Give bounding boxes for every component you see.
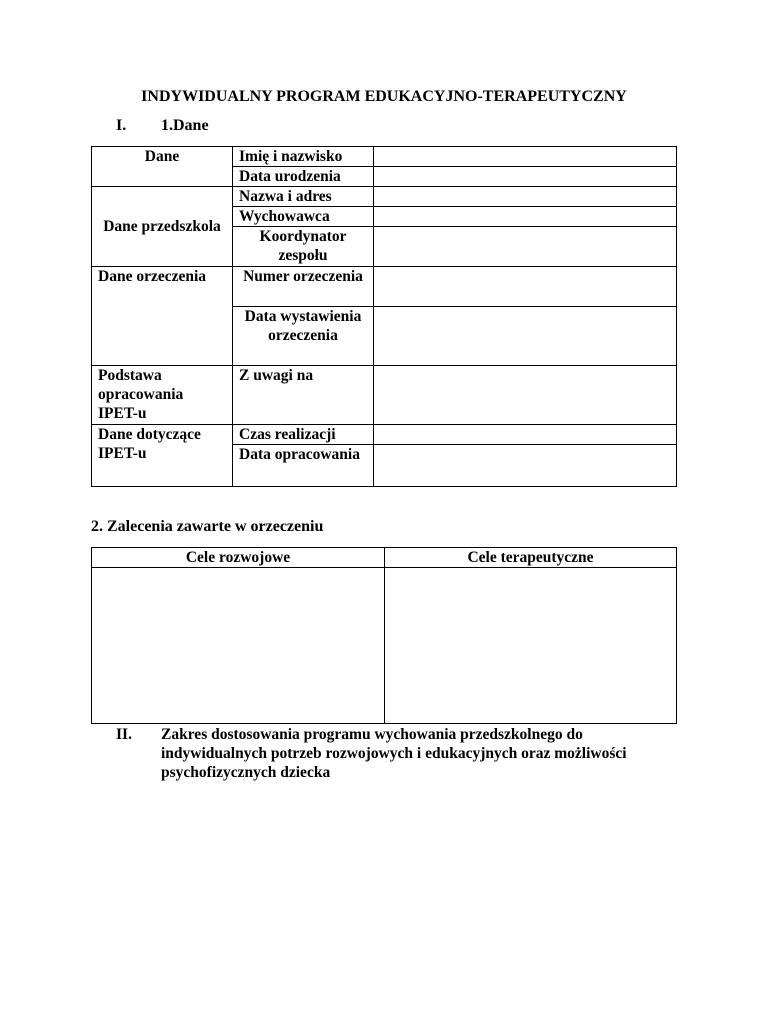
value-nazwa-adres[interactable] bbox=[374, 187, 677, 207]
group-podstawa: Podstawa opracowania IPET-u bbox=[92, 366, 233, 425]
recommendations-table bbox=[91, 547, 677, 724]
cell-cele-terapeutyczne[interactable] bbox=[385, 568, 677, 724]
value-koordynator[interactable] bbox=[374, 227, 677, 267]
section-3-text: Zakres dostosowania programu wychowania przedszkolnego do indywidualnych potrzeb rozwojowych i edukacyjnych oraz możliwości psychofizycznych dziecka bbox=[161, 726, 627, 781]
document-title: INDYWIDUALNY PROGRAM EDUKACYJNO-TERAPEUTYCZNY bbox=[141, 88, 627, 105]
group-dane-orzeczenia: Dane orzeczenia bbox=[92, 267, 233, 366]
section-2-heading: 2. Zalecenia zawarte w orzeczeniu bbox=[91, 518, 324, 535]
field-nazwa-adres: Nazwa i adres bbox=[233, 187, 374, 207]
data-table bbox=[91, 146, 677, 487]
field-czas-realizacji: Czas realizacji bbox=[233, 425, 374, 445]
field-wychowawca: Wychowawca bbox=[233, 207, 374, 227]
value-numer-orzeczenia[interactable] bbox=[374, 267, 677, 307]
group-dane: Dane bbox=[92, 147, 233, 187]
value-data-opracowania[interactable] bbox=[374, 445, 677, 487]
field-imie-nazwisko: Imię i nazwisko bbox=[233, 147, 374, 167]
value-data-wystawienia[interactable] bbox=[374, 307, 677, 366]
field-data-urodzenia: Data urodzenia bbox=[233, 167, 374, 187]
header-cele-rozwojowe: Cele rozwojowe bbox=[92, 548, 385, 568]
header-cele-terapeutyczne: Cele terapeutyczne bbox=[385, 548, 677, 568]
section-1-title: 1.Dane bbox=[161, 117, 209, 134]
group-dane-dotyczace: Dane dotyczące IPET-u bbox=[92, 425, 233, 487]
value-data-urodzenia[interactable] bbox=[374, 167, 677, 187]
value-z-uwagi-na[interactable] bbox=[374, 366, 677, 425]
cell-cele-rozwojowe[interactable] bbox=[92, 568, 385, 724]
field-numer-orzeczenia: Numer orzeczenia bbox=[233, 267, 374, 307]
field-koordynator: Koordynator zespołu bbox=[233, 227, 374, 267]
section-1-roman: I. bbox=[116, 117, 127, 134]
value-wychowawca[interactable] bbox=[374, 207, 677, 227]
value-imie-nazwisko[interactable] bbox=[374, 147, 677, 167]
section-3-roman: II. bbox=[116, 726, 132, 743]
field-z-uwagi-na: Z uwagi na bbox=[233, 366, 374, 425]
group-dane-przedszkola: Dane przedszkola bbox=[92, 187, 233, 267]
value-czas-realizacji[interactable] bbox=[374, 425, 677, 445]
field-data-wystawienia: Data wystawienia orzeczenia bbox=[233, 307, 374, 366]
field-data-opracowania: Data opracowania bbox=[233, 445, 374, 487]
